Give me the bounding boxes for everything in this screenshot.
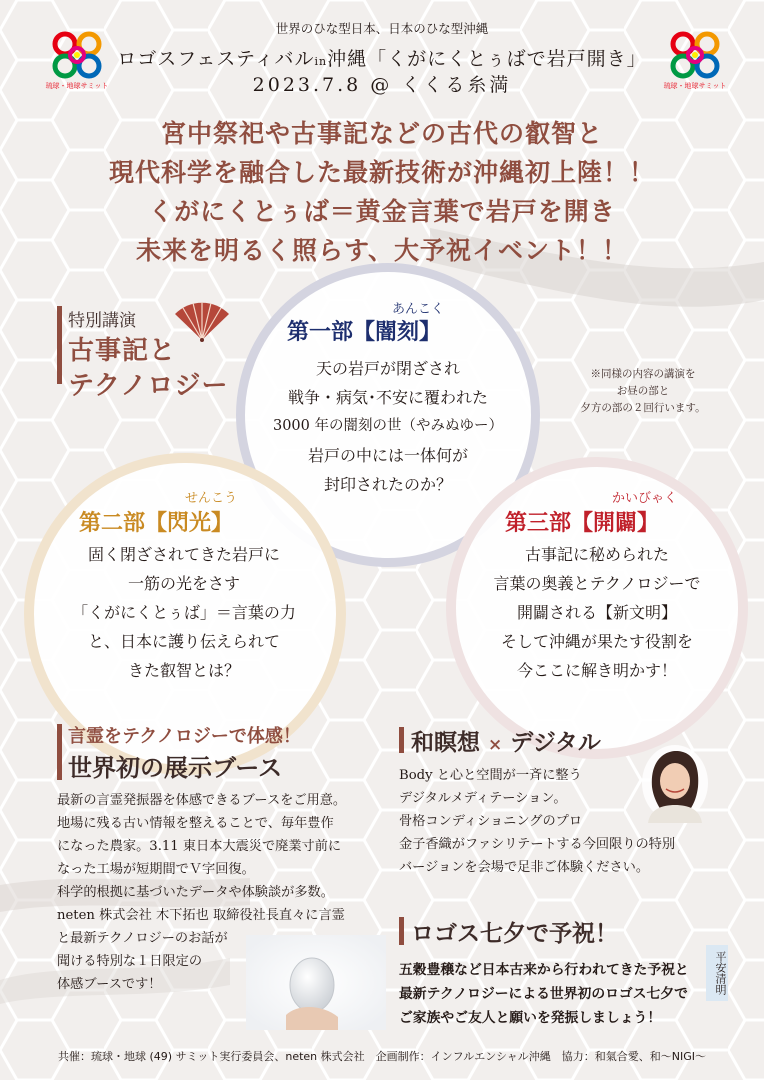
- booth-line: なった工場が短期間でＶ字回復。: [57, 862, 255, 877]
- part-three-title: 第三部【開闢】: [505, 510, 660, 536]
- meditation-line: デジタルメディテーション。: [399, 791, 567, 806]
- summit-logo: [45, 30, 109, 92]
- header-subtitle: 世界のひな型日本、日本のひな型沖縄: [275, 21, 489, 36]
- part-one-line: 岩戸の中には一体何が: [307, 446, 468, 465]
- note-line: お昼の部と: [616, 385, 670, 397]
- accent-bar: [57, 306, 62, 384]
- booth-line: 聞ける特別な１日限定の: [57, 954, 203, 969]
- note-line: ※同様の内容の講演を: [590, 368, 696, 380]
- tanabata-line: 五穀豊穣など日本古来から行われてきた予祝と: [399, 962, 689, 978]
- part-two-line: 「くがにくとぅば」＝言葉の力: [72, 603, 296, 622]
- oscillator-device-photo: [246, 935, 386, 1030]
- festival-title-main: ロゴスフェスティバル: [117, 48, 315, 70]
- part-three-body: [462, 540, 732, 685]
- headline-line-3: くがにくとぅば＝黄金言葉で岩戸を開き: [148, 197, 616, 226]
- tanabata-line: ご家族やご友人と願いを発振しましょう！: [399, 1010, 662, 1026]
- schedule-note: [568, 366, 718, 417]
- special-lecture-label: 特別講演: [68, 311, 136, 331]
- part-three-line: 開闢される【新文明】: [516, 603, 677, 622]
- special-title-line-2: テクノロジー: [68, 371, 229, 401]
- part-two-body: [48, 540, 320, 685]
- booth-line: 最新の言霊発振器を体感できるブースをご用意。: [57, 793, 347, 808]
- part-one-title: 第一部【闇刻】: [287, 319, 442, 345]
- accent-bar: [57, 724, 62, 780]
- part-two-ruby: せんこう: [185, 491, 238, 506]
- part-one-ruby: あんこく: [392, 302, 445, 317]
- meditation-title-main: 和瞑想: [411, 729, 480, 756]
- tanabata-line: 最新テクノロジーによる世界初のロゴス七夕で: [399, 986, 688, 1002]
- tanzaku-tag: 平安清明: [706, 945, 728, 1001]
- logo-caption: 琉球・地球サミット: [45, 82, 109, 90]
- tanabata-title: ロゴス七夕で予祝！: [411, 920, 618, 947]
- part-two-line: 固く閉ざされてきた岩戸に: [87, 545, 280, 564]
- logo-caption: 琉球・地球サミット: [663, 82, 727, 90]
- part-one-line: 戦争・病気･不安に覆われた: [287, 388, 488, 407]
- part-two-line: きた叡智とは？: [127, 661, 240, 680]
- booth-title-line-1: 言霊をテクノロジーで体感！: [68, 726, 301, 747]
- part-three-line: 今ここに解き明かす！: [516, 661, 677, 680]
- part-three-line: 古事記に秘められた: [524, 545, 669, 564]
- booth-line: 体感ブースです！: [57, 977, 162, 992]
- part-one-line: 3000 年の闇刻の世（やみぬゆー）: [272, 418, 503, 434]
- note-line: 夕方の部の２回行います。: [580, 402, 706, 414]
- footer-credits: 共催：琉球・地球 (49) サミット実行委員会、neten 株式会社 企画制作：インフルエンシャル沖縄 協力：和氣合愛、和〜NIGI〜: [58, 1050, 706, 1063]
- part-two-line: と、日本に護り伝えられて: [87, 632, 280, 651]
- meditation-line: 金子香織がファシリテートする今回限りの特別: [399, 837, 676, 852]
- festival-title-sub: 沖縄「くがにくとぅばで岩戸開き」: [327, 48, 647, 70]
- festival-title-in: in: [314, 55, 328, 68]
- folding-fan-icon: [173, 300, 231, 342]
- tanabata-body: [399, 958, 689, 1030]
- part-three-ruby: かいびゃく: [612, 491, 678, 506]
- part-three-line: そして沖縄が果たす役割を: [500, 632, 693, 651]
- meditation-line: Body と心と空間が一斉に整う: [399, 768, 582, 783]
- festival-title: [0, 44, 764, 71]
- facilitator-photo: [640, 743, 710, 823]
- meditation-body: [399, 764, 675, 879]
- headline-line-4: 未来を明るく照らす、大予祝イベント！！: [135, 236, 628, 265]
- meditation-title: [411, 724, 601, 757]
- meditation-line: 骨格コンディショニングのプロ: [399, 814, 583, 829]
- special-title-line-1: 古事記と: [68, 336, 177, 366]
- part-one-body: [258, 354, 518, 499]
- summit-logo: [663, 30, 727, 92]
- meditation-title-sub: デジタル: [510, 729, 601, 756]
- part-one-line: 封印されたのか？: [323, 475, 452, 494]
- part-two-title: 第二部【閃光】: [79, 510, 234, 536]
- headline-line-2: 現代科学を融合した最新技術が沖縄初上陸！！: [108, 158, 655, 187]
- part-three-line: 言葉の奥義とテクノロジーで: [493, 574, 701, 593]
- meditation-title-x: ×: [488, 735, 503, 755]
- accent-bar: [399, 727, 404, 753]
- headline-line-1: 宮中祭祀や古事記などの古代の叡智と: [160, 119, 603, 148]
- accent-bar: [399, 917, 404, 945]
- booth-line: になった農家。3.11 東日本大震災で廃業寸前に: [57, 839, 342, 854]
- part-two-line: 一筋の光をさす: [127, 574, 240, 593]
- booth-line: 科学的根拠に基づいたデータや体験談が多数。: [57, 885, 334, 900]
- part-one-line: 天の岩戸が閉ざされ: [315, 359, 460, 378]
- booth-title-line-2: 世界初の展示ブース: [68, 753, 283, 782]
- booth-line: 地場に残る古い情報を整えることで、毎年豊作: [57, 816, 334, 831]
- booth-line: neten 株式会社 木下拓也 取締役社長直々に言霊: [57, 908, 345, 923]
- booth-line: と最新テクノロジーのお話が: [57, 931, 228, 946]
- festival-date-venue: 2023.7.8 @ くくる糸満: [252, 74, 512, 96]
- meditation-line: バージョンを会場で足非ご体験ください。: [399, 860, 650, 875]
